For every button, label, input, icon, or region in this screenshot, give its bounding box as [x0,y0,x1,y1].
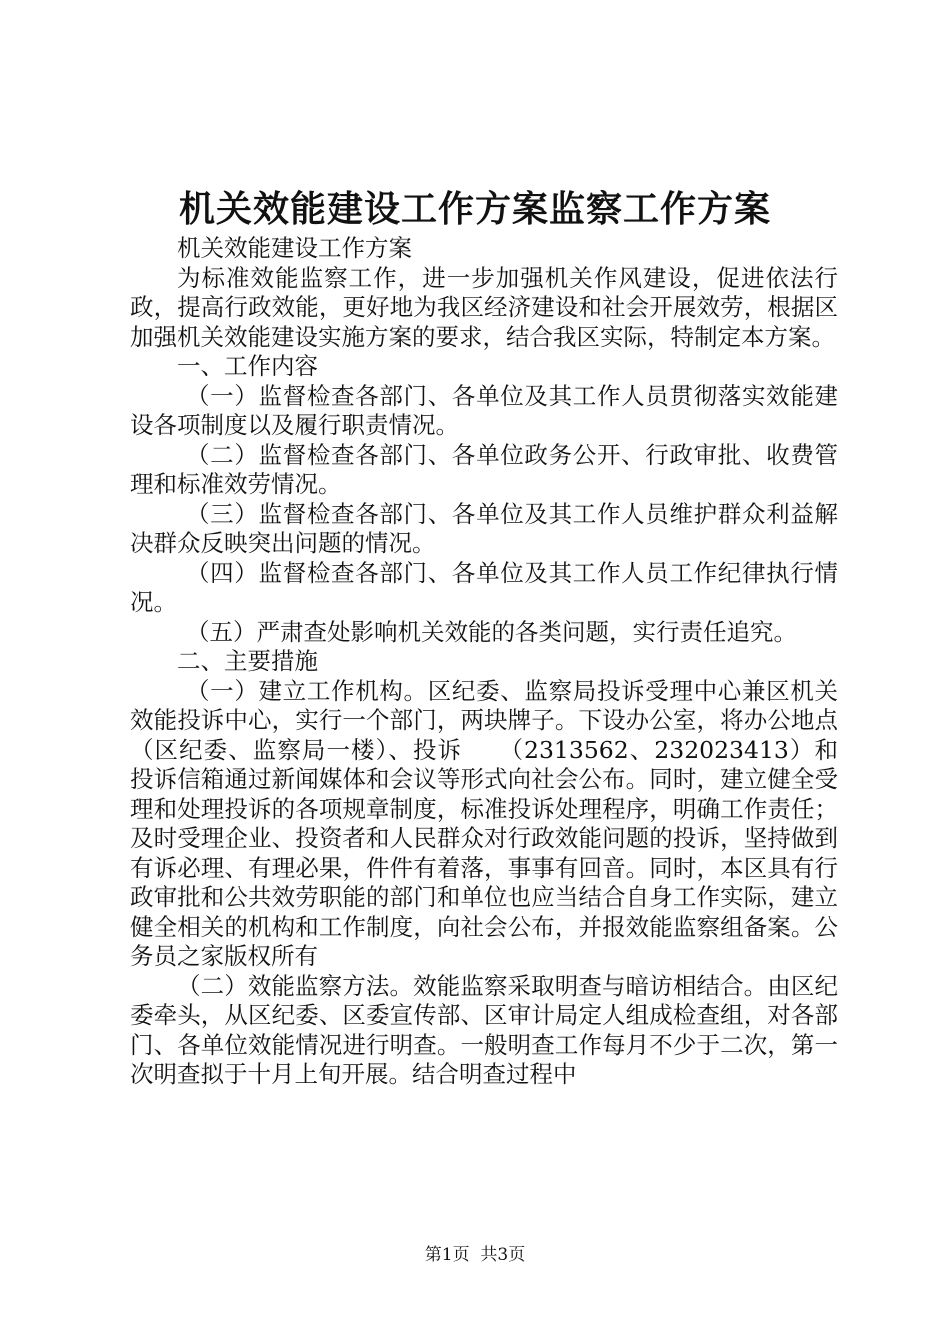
section-heading-work-content: 一、工作内容 [177,352,318,380]
main-measures-item-2: （二）效能监察方法。效能监察采取明查与暗访相结合。由区纪委牵头，从区纪委、区委宣传部、区审计局定人组成检查组，对各部门、各单位效能情况进行明查。一般明查工作每月不少于二次，第一次明查拟于十月上旬开展。结合明查过程中 [130,971,838,1088]
section-heading-main-measures: 二、主要措施 [177,647,318,675]
subtitle-paragraph: 机关效能建设工作方案 [177,234,412,262]
document-body [130,234,838,1090]
work-content-item-2: （二）监督检查各部门、各单位政务公开、行政审批、收费管理和标准效劳情况。 [130,440,838,498]
page-footer [0,1243,950,1267]
work-content-item-1: （一）监督检查各部门、各单位及其工作人员贯彻落实效能建设各项制度以及履行职责情况。 [130,381,838,439]
page-number: 第1页 [424,1245,470,1265]
work-content-item-5: （五）严肃查处影响机关效能的各类问题，实行责任追究。 [186,617,797,646]
work-content-item-4: （四）监督检查各部门、各单位及其工作人员工作纪律执行情况。 [130,558,838,616]
intro-paragraph: 为标准效能监察工作，进一步加强机关作风建设，促进依法行政，提高行政效能，更好地为我区经济建设和社会开展效劳，根据区加强机关效能建设实施方案的要求，结合我区实际，特制定本方案。 [130,263,838,351]
work-content-item-3: （三）监督检查各部门、各单位及其工作人员维护群众利益解决群众反映突出问题的情况。 [130,499,838,557]
document-title: 机关效能建设工作方案监察工作方案 [178,188,771,230]
main-measures-item-1: （一）建立工作机构。区纪委、监察局投诉受理中心兼区机关效能投诉中心，实行一个部门，两块牌子。下设办公室，将办公地点（区纪委、监察局一楼）、投诉 （2313562、232023413）和投诉信箱通过新闻媒体和会议等形式向社会公布。同时，建立健全受理和处理投诉的各项规章制度，标准投诉处理程序，明确工作责任；及时受理企业、投资者和人民群众对行政效能问题的投诉，坚持做到有诉必理、有理必果，件件有着落，事事有回音。同时，本区具有行政审批和公共效劳职能的部门和单位也应当结合自身工作实际，建立健全相关的机构和工作制度，向社会公布，并报效能监察组备案。公务员之家版权所有 [130,676,838,970]
page-total: 共3页 [480,1245,526,1265]
